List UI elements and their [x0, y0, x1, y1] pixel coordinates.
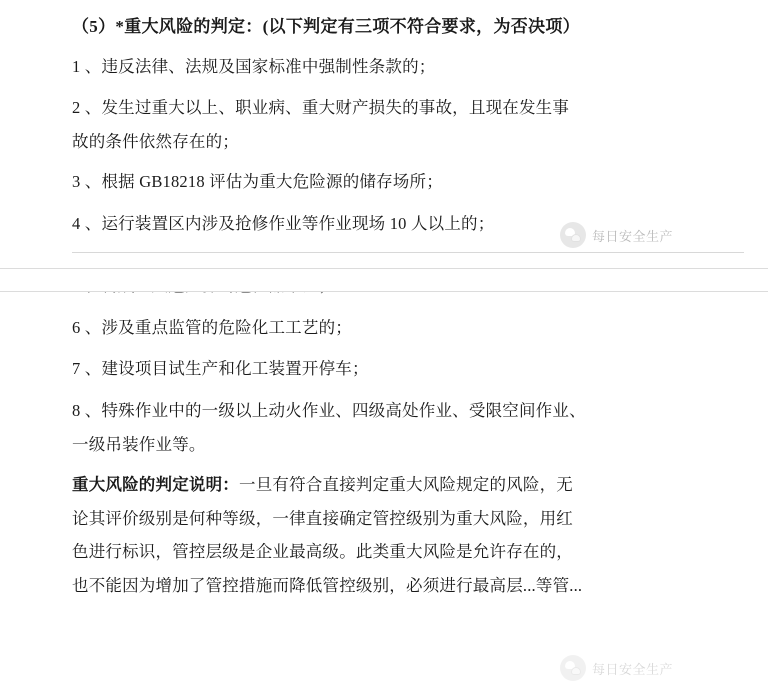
conclusion-line: 论其评价级别是何种等级，一律直接确定管控级别为重大风险，用红 [72, 508, 573, 528]
conclusion-lead: 重大风险的判定说明： [72, 475, 239, 495]
list-item-line: 8 、特殊作业中的一级以上动火作业、四级高处作业、受限空间作业、 [72, 401, 586, 420]
wechat-logo-icon [560, 655, 586, 681]
conclusion-paragraph [72, 472, 744, 598]
watermark-label: 每日安全生产 [592, 228, 674, 244]
wechat-logo-icon [560, 222, 586, 248]
section-heading: （5）*重大风险的判定：(以下判定有三项不符合要求，为否决项） [72, 17, 580, 36]
list-item-line: 2 、发生过重大以上、职业病、重大财产损失的事故，且现在发生事 [72, 98, 570, 118]
conclusion-line: 一旦有符合直接判定重大风险规定的风险，无 [239, 475, 573, 495]
list-item [72, 398, 744, 457]
list-item: 1 、违反法律、法规及国家标准中强制性条款的； [72, 56, 436, 76]
watermark-bottom [560, 655, 673, 681]
list-item: 4 、运行装置区内涉及抢修作业等作业现场 10 人以上的； [72, 213, 495, 233]
list-item: 6 、涉及重点监管的危险化工工艺的； [72, 317, 352, 337]
list-item: 7 、建设项目试生产和化工装置开停车； [72, 359, 369, 379]
list-item-line-continued: 一级吊装作业等。 [72, 434, 206, 454]
watermark-label: 每日安全生产 [592, 661, 674, 677]
watermark-top [560, 222, 673, 248]
conclusion-line: 也不能因为增加了管控措施而降低管控级别，必须进行最高层...等管... [72, 575, 583, 595]
section-divider [72, 252, 744, 253]
page-separator-band [0, 268, 768, 292]
list-item [72, 95, 744, 154]
list-item: 3 、根据 GB18218 评估为重大危险源的储存场所； [72, 172, 443, 192]
list-item-line-continued: 故的条件依然存在的； [72, 131, 239, 151]
conclusion-line: 色进行标识，管控层级是企业最高级。此类重大风险是允许存在的， [72, 542, 573, 562]
